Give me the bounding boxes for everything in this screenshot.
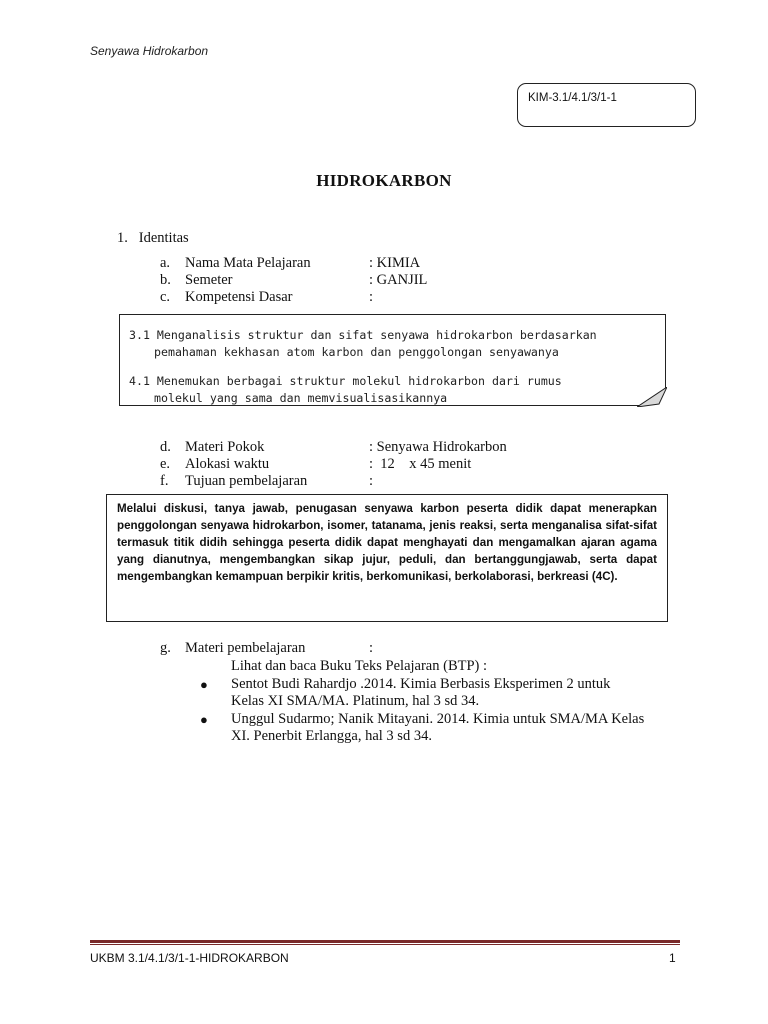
row-label: Tujuan pembelajaran (185, 473, 308, 489)
row-value: : KIMIA (369, 255, 421, 271)
page-number: 1 (669, 951, 676, 965)
kompetensi-dasar-box (119, 314, 666, 406)
kd-line: pemahaman kekhasan atom karbon dan penggolongan senyawanya (154, 344, 559, 359)
header-title: Senyawa Hidrokarbon (90, 44, 209, 58)
row-value: : GANJIL (369, 272, 428, 288)
reference-line: Kelas XI SMA/MA. Platinum, hal 3 sd 34. (231, 693, 480, 709)
kd-line: 4.1 Menemukan berbagai struktur molekul hidrokarbon dari rumus (129, 374, 562, 388)
row-label: Alokasi waktu (185, 456, 270, 472)
row-label: Materi Pokok (185, 439, 265, 455)
bullet-icon: ● (200, 677, 208, 692)
page-curl-icon (637, 387, 667, 407)
row-value: : Senyawa Hidrokarbon (369, 439, 507, 455)
reference-item (200, 711, 675, 745)
footer-divider (90, 940, 680, 943)
identity-row (160, 289, 374, 306)
identity-row (160, 255, 421, 272)
document-code-box (517, 83, 696, 127)
row-letter: g. (160, 640, 171, 656)
identity-row (160, 439, 507, 456)
document-code: KIM-3.1/4.1/3/1-1 (528, 92, 617, 104)
row-value: : 12 x 45 menit (369, 456, 472, 472)
bullet-icon: ● (200, 712, 208, 727)
row-label: Semeter (185, 272, 233, 288)
identity-row (160, 473, 374, 490)
identity-row (160, 272, 428, 289)
materi-row (160, 640, 374, 657)
row-label: Materi pembelajaran (185, 640, 306, 656)
kd-item (129, 327, 649, 360)
page-title: HIDROKARBON (316, 171, 452, 190)
kd-line: 3.1 Menganalisis struktur dan sifat senyawa hidrokarbon berdasarkan (129, 328, 597, 342)
tujuan-pembelajaran-box (106, 494, 668, 622)
row-letter: d. (160, 439, 171, 455)
row-value: : (369, 473, 374, 489)
row-value: : (369, 289, 374, 305)
reference-item (200, 676, 675, 710)
row-letter: c. (160, 289, 171, 305)
kd-line: molekul yang sama dan memvisualisasikannya (154, 390, 448, 405)
reference-line: XI. Penerbit Erlangga, hal 3 sd 34. (231, 728, 432, 744)
row-label: Kompetensi Dasar (185, 289, 293, 305)
identity-row (160, 456, 472, 473)
reference-line: Sentot Budi Rahardjo .2014. Kimia Berbasis Eksperimen 2 untuk (231, 676, 611, 692)
row-value: : (369, 640, 374, 656)
footer-label: UKBM 3.1/4.1/3/1-1-HIDROKARBON (90, 951, 289, 965)
row-letter: b. (160, 272, 171, 288)
section-heading-identitas: 1. Identitas (117, 230, 189, 246)
footer-divider (90, 944, 680, 945)
materi-intro: Lihat dan baca Buku Teks Pelajaran (BTP) : (231, 658, 488, 674)
goal-text: Melalui diskusi, tanya jawab, penugasan senyawa karbon peserta didik dapat menerapkan penggolongan senyawa hidrokarbon, isomer, tatanama, jenis reaksi, serta menganalisa sifat-sifat termasuk titik didih sehingga peserta didik dapat menghayati dan mengamalkan ajaran agama yang dianutnya, mengembangkan sikap jujur, peduli, dan bertanggungjawab, serta dapat mengembangkan kemampuan berpikir kritis, berkomunikasi, berkolaborasi, berkreasi (4C). (117, 502, 657, 583)
row-letter: e. (160, 456, 171, 472)
row-letter: f. (160, 473, 169, 489)
row-letter: a. (160, 255, 171, 271)
kd-item (129, 373, 649, 406)
reference-line: Unggul Sudarmo; Nanik Mitayani. 2014. Kimia untuk SMA/MA Kelas (231, 711, 645, 727)
row-label: Nama Mata Pelajaran (185, 255, 311, 271)
